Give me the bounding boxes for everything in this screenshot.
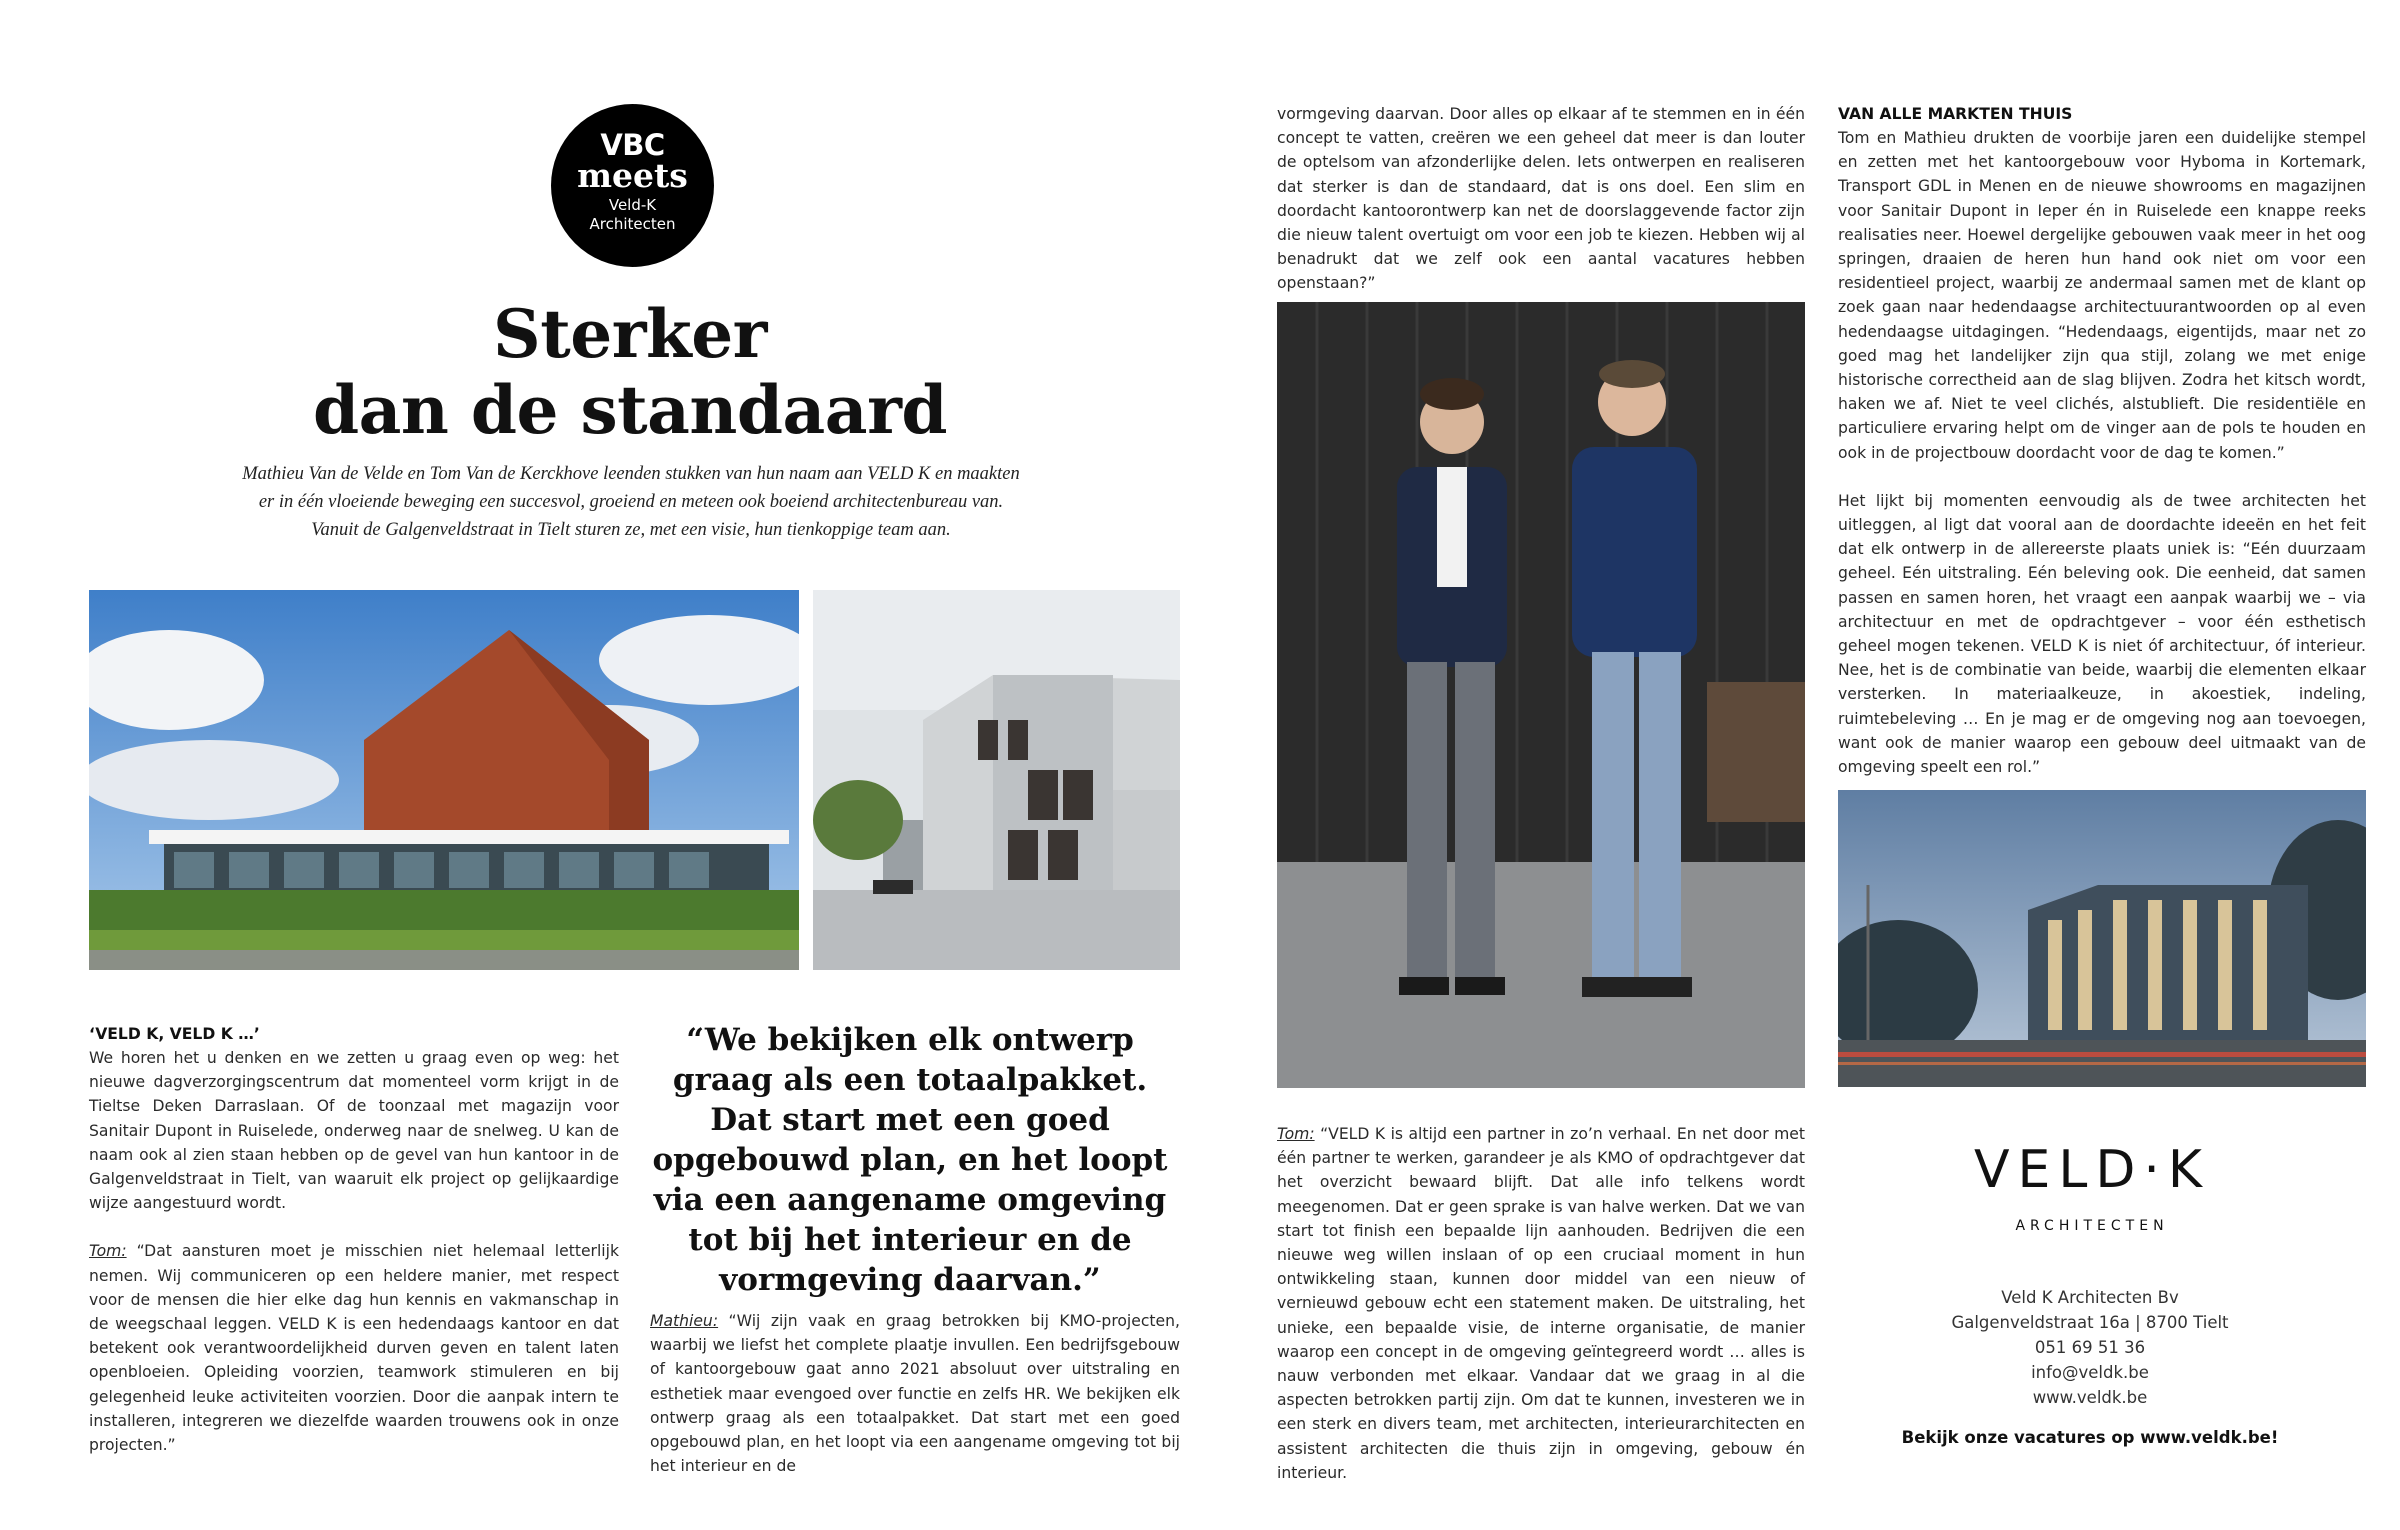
col1-paragraph-1: We horen het u denken en we zetten u graag even op weg: het nieuwe dagverzorgingscentrum dat momenteel vorm krijgt in de Tieltse Deken Darraslaan. Of de toonzaal met magazijn voor Sanitair Dupont in Ruiselede, onderweg naar de snelweg. U kan de naam ook al zien staan hebben op de gevel van hun kantoor in de Galgenveldstraat in Tielt, van waaruit elk project op gelijkaardige wijze aangestuurd wordt.	[89, 1049, 619, 1213]
col3-paragraph-top: vormgeving daarvan. Door alles op elkaar af te stemmen en in één concept te vatten, creëren we een geheel dat meer is dan louter de optelsom van afzonderlijke delen. Iets ontwerpen en realiseren dat sterker is dan de standaard, dat is ons doel. Een slim en doordacht kantoorontwerp kan net de doorslaggevende factor zijn die nieuw talent overtuigt om voor een job te kiezen. Hebben wij al benadrukt dat we zelf ook een aantal vacatures hebben openstaan?”	[1277, 105, 1805, 293]
col1-subhead: ‘VELD K, VELD K …’	[89, 1025, 260, 1043]
column-1	[89, 1046, 619, 1481]
col4-paragraph-2: Het lijkt bij momenten eenvoudig als de twee architecten het uitleggen, al ligt dat vooral aan de doordachte ideeën en het feit dat elk ontwerp in de allereerste plaats uniek is: “Eén duurzaam geheel. Eén uitstraling. Eén beleving ook. Die eenheid, dat samen passen en samen horen, het vraagt een aanpak waarbij we – via architectuur en met de opdrachtgever – voor één esthetisch geheel mogen tekenen. VELD K is niet óf architectuur, óf interieur. Nee, het is de combinatie van beide, waarbij die elementen elkaar versterken. In materiaalkeuze, in akoestiek, indeling, ruimtebeleving … En je mag er de omgeving nog aan toevoegen, want ook de manier waarop een gebouw deel uitmaakt van de omgeving speelt een rol.”	[1838, 491, 2366, 777]
col2-paragraph-1	[650, 1309, 1180, 1478]
col1-paragraph-2-text: “Dat aansturen moet je misschien niet helemaal letterlijk nemen. Wij communiceren op een heldere manier, met respect voor de mensen die hier elke dag hun kennis en vakmanschap in de weegschaal leggen. VELD K is een hedendaags kantoor en dat betekent ook verantwoordelijkheid durven geven en talent laten openbloeien. Opleiding voorzien, teamwork stimuleren en bij gelegenheid leuke activiteiten voorzien. Door die aanpak intern te installeren, integreren we diezelfde waarden trouwens ook in onze projecten.”	[89, 1242, 619, 1455]
badge-line4: Architecten	[589, 215, 676, 233]
photo-building-dusk	[1838, 790, 2366, 1087]
col3-paragraph-bottom	[1277, 1122, 1805, 1485]
speaker-mathieu: Mathieu:	[650, 1312, 719, 1330]
veld-k-logo	[1932, 1140, 2252, 1234]
col3-paragraph-bottom-text: “VELD K is altijd een partner in zo’n verhaal. En net door met één partner te werken, garandeer je als KMO of opdrachtgever dat het overzicht bewaard blijft. Dat alle info telkens wordt meegenomen. Dat er geen sprake is van halve werken. Dat we van start tot finish een bepaalde lijn aanhouden. Bedrijven die een nieuwe weg willen inslaan of op een cruciaal moment in hun ontwikkeling staan, kunnen door middel van een nieuw of vernieuwd gebouw echt een statement maken. De uitstraling, het unieke, een bepaalde visie, de interne organisatie, de manier waarop een concept in de omgeving geïntegreerd wordt … alles is nauw verbonden met elkaar. Vandaar dat we graag in al die aspecten betrokken partij zijn. Om dat te kunnen, investeren we in een sterk en divers team, met architecten, interieurarchitecten en assistent architecten die thuis zijn in omgeving, gebouw én interieur.	[1277, 1125, 1805, 1482]
column-2	[650, 1309, 1180, 1502]
badge-company	[551, 196, 714, 234]
contact-phone: 051 69 51 36	[2034, 1338, 2146, 1357]
speaker-tom: Tom:	[89, 1242, 127, 1261]
contact-website: www.veldk.be	[2032, 1388, 2148, 1407]
title-line2: dan de standaard	[313, 371, 947, 449]
col4-paragraph-1: Tom en Mathieu drukten de voorbije jaren een duidelijke stempel en zetten met het kantoorgebouw voor Hyboma in Kortemark, Transport GDL in Menen en de nieuwe showrooms en magazijnen voor Sanitair Dupont in Ieper én in Ruiselede een knappe reeks realisaties neer. Hoewel dergelijke gebouwen vaak meer in het oog springen, draaien de heren hun hand ook niet om voor een residentieel project, waarbij ze andermaal samen met de klant op zoek gaan naar hedendaagse architectuurantwoorden op al even hedendaagse uitdagingen. “Hedendaags, eigentijds, maar net zo goed mag het landelijker zijn qua stijl, zolang we met enige historische correctheid aan de slag blijven. Zodra het kitsch wordt, haken we af. Niet te veel clichés, alstublieft. Die residentiële en particuliere ervaring helpt om de vinger aan de pols te houden en ook in de projectbouw doordacht voor de dag te komen.”	[1838, 129, 2366, 462]
title-line1: Sterker	[493, 295, 767, 373]
speaker-tom-2: Tom:	[1277, 1125, 1315, 1143]
photo-brick-building	[89, 590, 799, 970]
contact-block	[1880, 1285, 2300, 1410]
badge-meets: meets	[577, 156, 688, 195]
pull-quote: “We bekijken elk ontwerp graag als een totaalpakket. Dat start met een goed opgebouwd plan, en het loopt via een aangename omgeving tot bij het interieur en de vormgeving daarvan.”	[652, 1022, 1168, 1298]
intro-text	[222, 460, 1040, 544]
badge-vbc: VBC	[600, 128, 665, 162]
col2-paragraph-1-text: “Wij zijn vaak en graag betrokken bij KMO-projecten, waarbij we liefst het complete plaatje invullen. Een bedrijfsgebouw of kantoorgebouw gaat anno 2021 absoluut over uitstraling en esthetiek maar evengoed over functie en zelfs HR. We bekijken elk ontwerp graag als een totaalpakket. Dat start met een goed opgebouwd plan, en het loopt via een aangename omgeving tot bij het interieur en de	[650, 1312, 1180, 1476]
contact-name: Veld K Architecten Bv	[2001, 1288, 2179, 1307]
photo-white-building	[813, 590, 1180, 970]
logo-subtitle: ARCHITECTEN	[2015, 1218, 2169, 1234]
contact-email: info@veldk.be	[2031, 1363, 2149, 1382]
intro-line1: Mathieu Van de Velde en Tom Van de Kerckhove leenden stukken van hun naam aan VELD K en maakten	[242, 464, 1020, 484]
photo-architects-portrait	[1277, 302, 1805, 1088]
page-title	[300, 296, 960, 448]
column-4	[1838, 126, 2366, 803]
vbc-meets-badge	[551, 104, 714, 267]
col4-subhead: VAN ALLE MARKTEN THUIS	[1838, 105, 2073, 123]
badge-line3: Veld-K	[608, 196, 657, 214]
column-3-bottom	[1277, 1122, 1805, 1509]
col1-paragraph-2	[89, 1239, 619, 1457]
logo-wordmark: VELD·K	[1973, 1140, 2211, 1200]
contact-address: Galgenveldstraat 16a | 8700 Tielt	[1951, 1313, 2229, 1332]
intro-line3: Vanuit de Galgenveldstraat in Tielt sturen ze, met een visie, hun tienkoppige team aan.	[311, 520, 951, 540]
column-3-top	[1277, 102, 1805, 320]
vacancies-cta: Bekijk onze vacatures op www.veldk.be!	[1901, 1428, 2279, 1447]
intro-line2: er in één vloeiende beweging een succesvol, groeiend en meteen ook boeiend architectenbureau van.	[258, 492, 1004, 512]
